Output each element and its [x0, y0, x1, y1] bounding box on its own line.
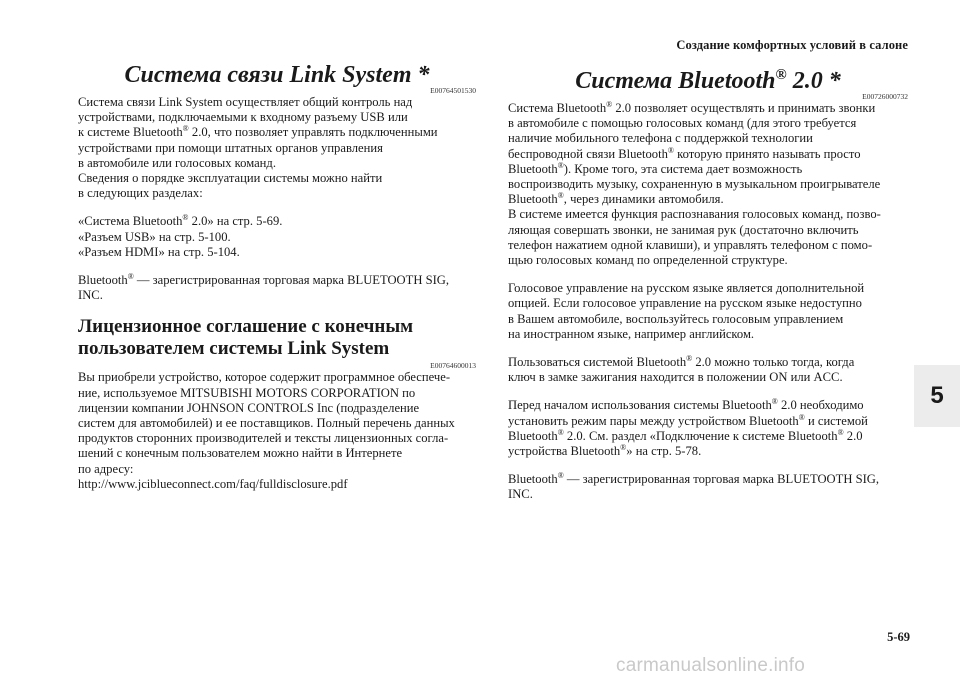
voice-control-note: Голосовое управление на русском языке является дополнительной опцией. Если голосовое управление на русском языке недоступно в Вашем автомобиле, воспользуйтесь голосовым управлением на иностранном языке, например английском.: [508, 281, 865, 341]
reference-link[interactable]: «Разъем HDMI» на стр. 5-104.: [78, 244, 240, 259]
right-column: [508, 62, 908, 503]
text-line: в автомобиле или голосовых команд.: [78, 155, 276, 170]
url-link[interactable]: http://www.jciblueconnect.com/faq/fulldisclosure.pdf: [78, 476, 348, 491]
usage-condition: Пользоваться системой Bluetooth® 2.0 можно только тогда, когда ключ в замке зажигания находится в положении ON или ACC.: [508, 353, 855, 385]
text-line: систем для автомобилей) и ее поставщиков. Полный перечень данных: [78, 416, 455, 431]
page-number: 5-69: [887, 630, 910, 644]
text-line: Вы приобрели устройство, которое содержит программное обеспече-: [78, 370, 451, 385]
bluetooth-code: E00726000732: [862, 92, 908, 101]
text-line: продуктов сторонних производителей и тексты лицензионных согла-: [78, 431, 449, 446]
reference-link[interactable]: «Система Bluetooth® 2.0» на стр. 5-69.: [78, 213, 283, 229]
license-code: E00764600013: [430, 361, 476, 371]
trademark-note: Bluetooth® — зарегистрированная торговая марка BLUETOOTH SIG, INC.: [508, 471, 880, 502]
trademark-note: Bluetooth® — зарегистрированная торговая марка BLUETOOTH SIG, INC.: [78, 271, 450, 303]
text-line: к системе Bluetooth® 2.0, что позволяет управлять подключенными: [78, 124, 438, 140]
pairing-note: Перед началом использования системы Bluetooth® 2.0 необходимо установить режим пары между устройством Bluetooth® и системой Bluetooth® 2.0. См. раздел «Подключение к системе Bluetooth® 2.0 устройства Bluetooth®» на стр. 5-78.: [508, 398, 908, 459]
license-text: [78, 370, 476, 492]
text-line: устройствами при помощи штатных органов управления: [78, 140, 383, 155]
reference-list: [78, 214, 476, 260]
text-line: Сведения о порядке эксплуатации системы можно найти: [78, 171, 383, 186]
reference-link[interactable]: «Разъем USB» на стр. 5-100.: [78, 229, 231, 244]
reference-link[interactable]: устройства Bluetooth®» на стр. 5-78.: [508, 442, 702, 459]
link-system-code: E00764501530: [430, 86, 476, 95]
text-line: устройствами, подключаемыми к входному разъему USB или: [78, 110, 408, 125]
text-line: ние, используемое MITSUBISHI MOTORS CORPORATION по: [78, 385, 416, 400]
bluetooth-description: Система Bluetooth® 2.0 позволяет осуществлять и принимать звонки в автомобиле с помощью голосовых команд (для этого требуется наличие мобильного телефона с поддержкой технологии беспроводной связи Bluetooth® которую принято называть просто Bluetooth®). Кроме того, эта система дает возможность воспроизводить музыку, сохраненную в музыкальном проигрывателе Bluetooth®, через динамики автомобиля. В системе имеется функция распознавания голосовых команд, позво- ляющая совершать звонки, не занимая рук (достаточно включить телефон нажатием одной клавиши), и управлять телефоном с помо- щью голосовых команд по определенной структуре.: [508, 99, 881, 268]
text-line: лицензии компании JOHNSON CONTROLS Inc (подразделение: [78, 400, 420, 415]
bluetooth-heading: Система Bluetooth® 2.0 *: [575, 67, 841, 94]
watermark: carmanualsonline.info: [616, 655, 806, 676]
text-line: в следующих разделах:: [78, 186, 203, 201]
text-line: Система связи Link System осуществляет общий контроль над: [78, 95, 413, 109]
text-line: по адресу:: [78, 461, 134, 476]
license-heading: Лицензионное соглашение с конечным пользователем системы Link System: [78, 316, 414, 360]
text-line: шений с конечным пользователем можно найти в Интернете: [78, 446, 403, 461]
link-system-heading: Система связи Link System *: [124, 62, 430, 88]
chapter-tab: 5: [914, 365, 960, 427]
running-header: Создание комфортных условий в салоне: [676, 38, 908, 52]
link-system-intro: [78, 95, 476, 201]
left-column: [78, 62, 476, 492]
